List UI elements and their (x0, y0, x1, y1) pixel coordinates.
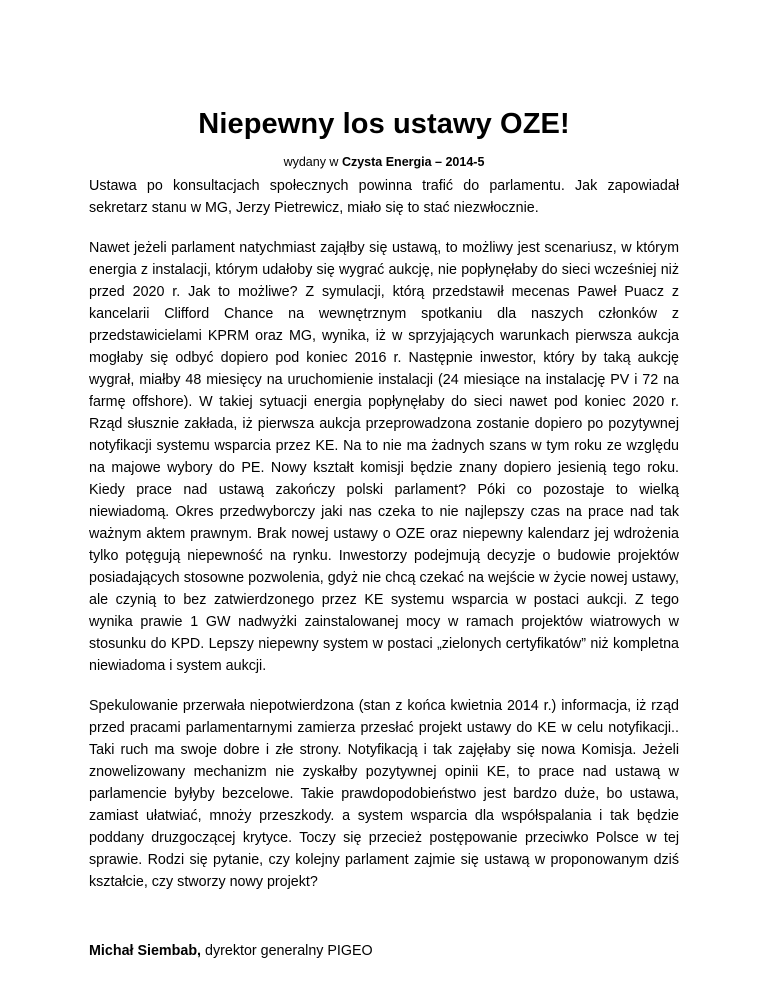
source-publication: Czysta Energia – 2014-5 (341, 155, 485, 169)
paragraph-intro: Ustawa po konsultacjach społecznych powinna trafić do parlamentu. Jak zapowiadał sekretarz stanu w MG, Jerzy Pietrewicz, miało się to stać niezwłocznie. (89, 178, 679, 216)
signature (89, 940, 679, 962)
source-prefix: wydany w (283, 155, 339, 169)
signature-role: dyrektor generalny PIGEO (205, 943, 373, 959)
document-title: Niepewny los ustawy OZE! (198, 108, 570, 140)
publication-source (89, 153, 679, 171)
document-content (89, 104, 679, 962)
paragraph-notification: Spekulowanie przerwała niepotwierdzona (stan z końca kwietnia 2014 r.) informacja, iż rząd przed pracami parlamentarnymi zamierza przesłać projekt ustawy do KE w celu notyfikacji.. Taki ruch ma swoje dobre i złe strony. Notyfikacją i tak zajęłaby się nowa Komisja. Jeżeli znowelizowany mechanizm nie zyskałby pozytywnej opinii KE, to prace nad ustawą w parlamencie byłyby bezcelowe. Takie prawdopodobieństwo jest bardzo duże, bo ustawa, zamiast ułatwiać, mnoży przeszkody. a system wsparcia dla współspalania i tak będzie poddany druzgoczącej krytyce. Toczy się przecież postępowanie przeciwko Polsce w tej sprawie. Rodzi się pytanie, czy kolejny parlament zajmie się ustawą w proponowanym dziś kształcie, czy stworzy nowy projekt? (89, 698, 679, 890)
paragraph-scenario: Nawet jeżeli parlament natychmiast zająłby się ustawą, to możliwy jest scenariusz, w którym energia z instalacji, którym udałoby się wygrać aukcję, nie popłynęłaby do sieci wcześniej niż przed 2020 r. Jak to możliwe? Z symulacji, którą przedstawił mecenas Paweł Puacz z kancelarii Clifford Chance na wewnętrznym spotkaniu dla naszych członków z przedstawicielami KPRM oraz MG, wynika, iż w sprzyjających warunkach pierwsza aukcja mogłaby się odbyć dopiero pod koniec 2016 r. Następnie inwestor, który by taką aukcję wygrał, miałby 48 miesięcy na uruchomienie instalacji (24 miesiące na instalację PV i 72 na farmę offshore). W takiej sytuacji energia popłynęłaby do sieci nawet pod koniec 2020 r. Rząd słusznie zakłada, iż pierwsza aukcja przeprowadzona zostanie dopiero po pozytywnej notyfikacji systemu wsparcia przez KE. Na to nie ma żadnych szans w tym roku ze względu na majowe wybory do PE. Nowy kształt komisji będzie znany dopiero jesienią tego roku. Kiedy prace nad ustawą zakończy polski parlament? Póki co pozostaje to wielką niewiadomą. Okres przedwyborczy jaki nas czeka to nie najlepszy czas na prace nad tak ważnym aktem prawnym. Brak nowej ustawy o OZE oraz niepewny kalendarz jej wdrożenia tylko potęgują niepewność na rynku. Inwestorzy podejmują decyzje o budowie projektów posiadających stosowne pozwolenia, gdyż nie chcą czekać na wejście w życie nowej ustawy, ale czynią to bez zatwierdzonego przez KE systemu wsparcia w postaci aukcji. Z tego wynika prawie 1 GW nadwyżki zainstalowanej mocy w ramach projektów wiatrowych w stosunku do KPD. Lepszy niepewny system w postaci „zielonych certyfikatów” niż kompletna niewiadoma i system aukcji. (89, 240, 679, 674)
signature-name: Michał Siembab, (89, 943, 202, 959)
